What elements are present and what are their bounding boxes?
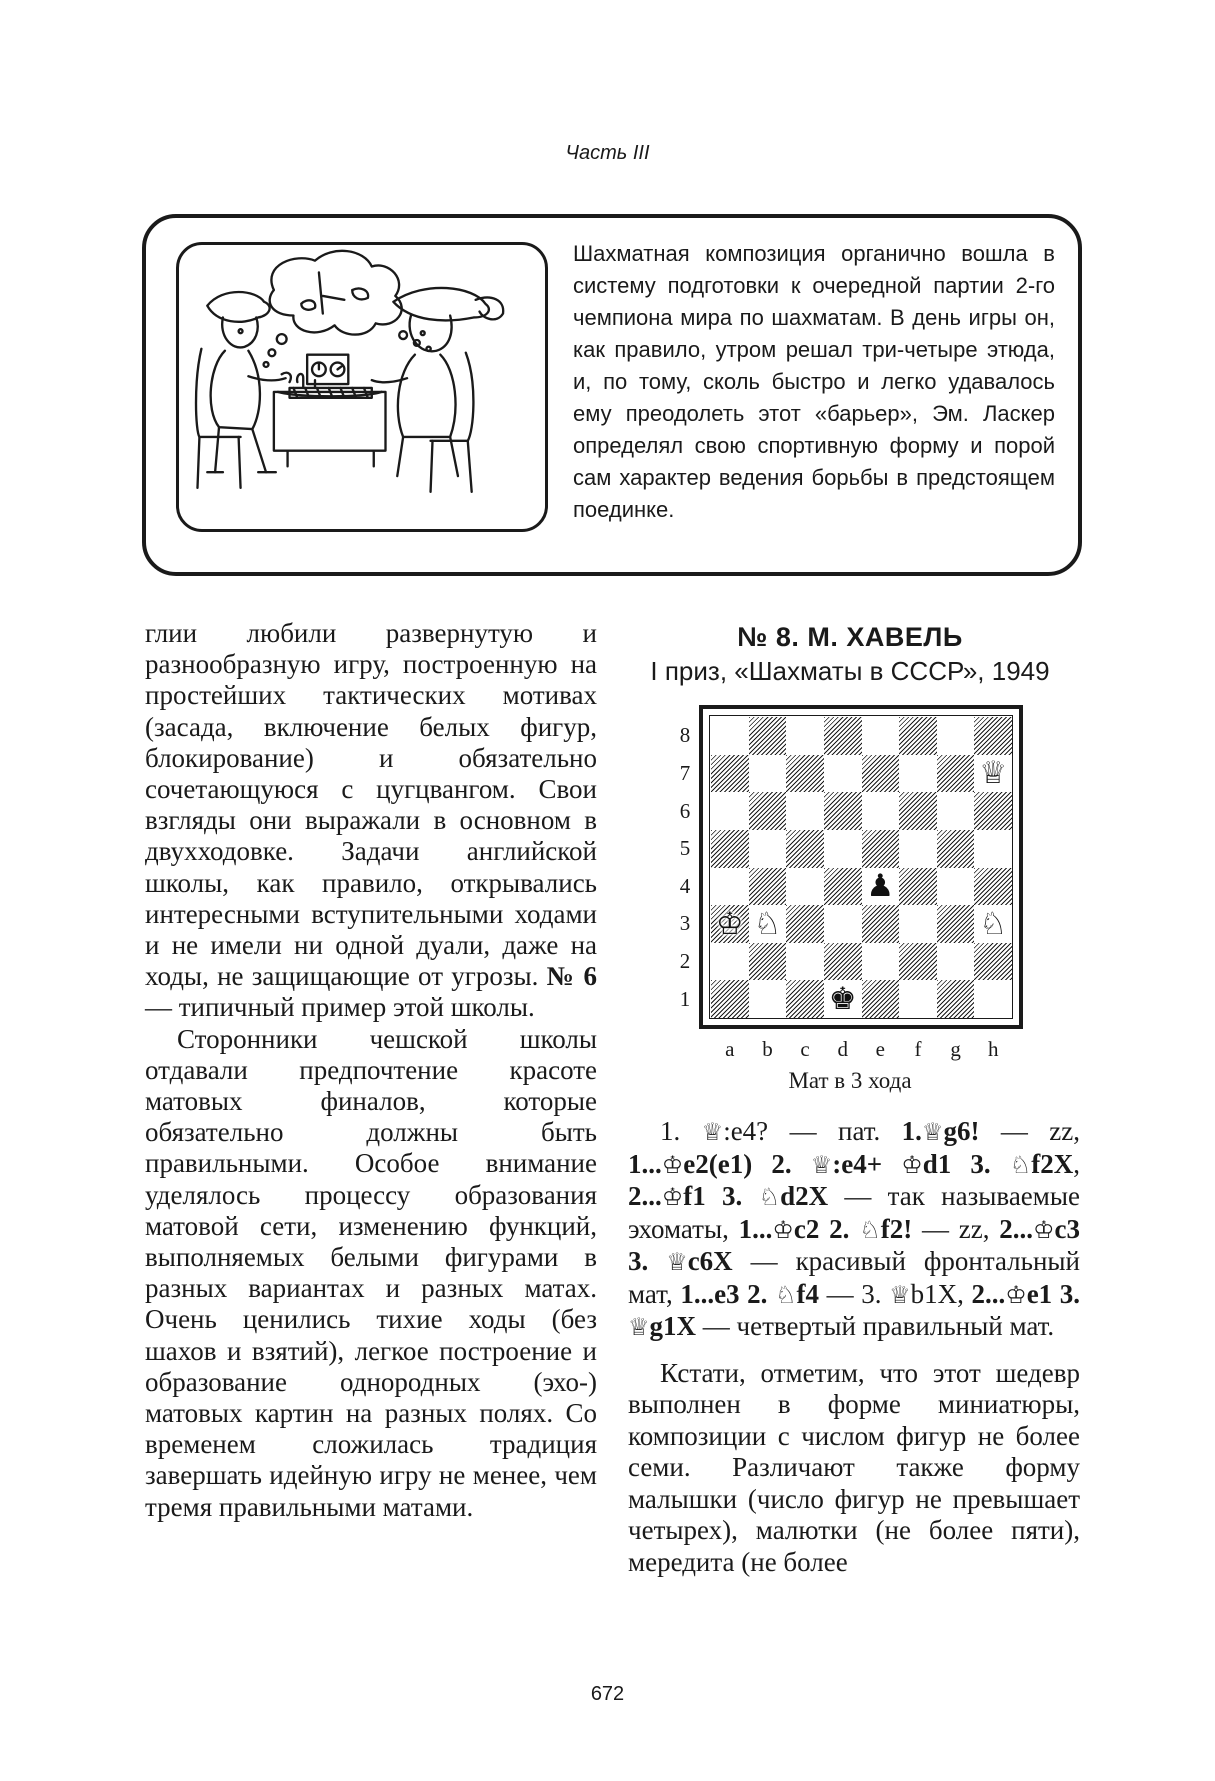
- square-e6: [862, 792, 900, 830]
- square-c3: [786, 905, 824, 943]
- solution-paragraph: [628, 1116, 1080, 1344]
- square-b5: [749, 830, 787, 868]
- solution-text-run: — красивый фронтальный мат,: [628, 1246, 1080, 1309]
- square-a6: [711, 792, 749, 830]
- square-b8: [749, 717, 787, 755]
- square-e2: [862, 943, 900, 981]
- square-h3: [974, 905, 1012, 943]
- square-f3: [899, 905, 937, 943]
- square-d3: [824, 905, 862, 943]
- square-c1: [786, 980, 824, 1018]
- white-knight-icon: ♘: [979, 905, 1008, 942]
- square-f7: [899, 755, 937, 793]
- square-f6: [899, 792, 937, 830]
- square-d4: [824, 868, 862, 906]
- square-d2: [824, 943, 862, 981]
- running-head: Часть III: [565, 142, 650, 164]
- square-c4: [786, 868, 824, 906]
- paragraph: Сторонники чешской школы отдавали предпочтение красоте матовых финалов, которые обязательно должны быть правильными. Особое внимание уделялось процессу образования матовой сети, изменению функций, выполняемых белыми фигурами в разных вариантах и разных матах. Очень ценились тихие ходы (без шахов и взятий), легкое построение и образование однородных (эхо-) матовых картин на разных полях. Со временем сложилась традиция завершать идейную игру не менее, чем тремя правильными матами.: [145, 1023, 597, 1522]
- square-g4: [937, 868, 975, 906]
- file-label: g: [950, 1037, 961, 1061]
- solution-paragraph: Кстати, отметим, что этот шедевр выполнен в форме миниатюры, композиции с числом фигур не более семи. Различают также форму малышки (число фигур не превышает четырех), малютки (не более пяти), мередита (не более: [628, 1357, 1080, 1577]
- square-h6: [974, 792, 1012, 830]
- queen-icon: ♕: [889, 1280, 911, 1309]
- square-c6: [786, 792, 824, 830]
- solution-text-run: b1X,: [910, 1278, 972, 1309]
- square-b3: [749, 905, 787, 943]
- queen-icon: ♕: [810, 1150, 833, 1179]
- move: c3 3.: [628, 1213, 1081, 1276]
- solution-text-run: ,: [1073, 1148, 1080, 1179]
- move: g1X: [649, 1311, 697, 1341]
- stipulation: Мат в 3 хода: [788, 1068, 912, 1093]
- square-a3: [711, 905, 749, 943]
- black-pawn-icon: ♟: [866, 868, 895, 905]
- move: d1 3.: [922, 1148, 1010, 1179]
- left-column-text: [145, 618, 597, 1523]
- rank-label: 3: [679, 911, 691, 936]
- square-b7: [749, 755, 787, 793]
- king-icon: ♔: [772, 1215, 794, 1244]
- square-b6: [749, 792, 787, 830]
- square-a1: [711, 980, 749, 1018]
- file-label: a: [725, 1037, 735, 1061]
- square-d1: [824, 980, 862, 1018]
- square-g8: [937, 717, 975, 755]
- info-box-text: Шахматная композиция органично вошла в систему подготовки к очередной партии 2-го чемпиона мира по шахматам. В день игры он, как правило, утром решал три-четыре этюда, и, по тому, сколь быстро и легко удавалось ему преодолеть этот «барьер», Эм. Ласкер определял свою спортивную форму и порой сам характер ведения борьбы в предстоящем поединке.: [573, 241, 1055, 522]
- paragraph-text: глии любили развернутую и разнообразную игру, построенную на простейших тактических мотивах (засада, включение белых фигур, блокирование) и обязательно сочетающуюся с цугцвангом. Свои взгляды они выражали в основном в двухходовке. Задачи английской школы, как правило, открывались интересными вступительными ходами и не имели ни одной дуали, даже на ходы, не защищающие от угрозы.: [145, 618, 597, 992]
- black-king-icon: ♚: [828, 981, 857, 1018]
- square-h2: [974, 943, 1012, 981]
- square-e3: [862, 905, 900, 943]
- move: g6!: [943, 1116, 980, 1146]
- move: :e4+: [832, 1148, 902, 1179]
- rank-label: 8: [679, 723, 691, 748]
- paragraph-text: — типичный пример этой школы.: [145, 992, 535, 1023]
- square-e4: [862, 868, 900, 906]
- rank-label: 6: [679, 798, 691, 823]
- square-h8: [974, 717, 1012, 755]
- chess-players-illustration: [176, 242, 548, 532]
- square-d5: [824, 830, 862, 868]
- file-label: d: [837, 1037, 848, 1061]
- knight-icon: ♘: [758, 1183, 781, 1211]
- square-a5: [711, 830, 749, 868]
- square-d7: [824, 755, 862, 793]
- problem-source: I приз, «Шахматы в СССР», 1949: [650, 656, 1050, 686]
- white-knight-icon: ♘: [753, 905, 782, 942]
- square-b4: [749, 868, 787, 906]
- move: f2!: [880, 1213, 913, 1244]
- square-a7: [711, 755, 749, 793]
- knight-icon: ♘: [1009, 1150, 1032, 1179]
- problem-reference: № 6: [546, 961, 597, 992]
- solution-text-run: :e4? — пат.: [723, 1116, 902, 1146]
- square-d8: [824, 717, 862, 755]
- solution-text: [628, 1116, 1080, 1578]
- chessboard-inner-border: [709, 715, 1013, 1019]
- square-a2: [711, 943, 749, 981]
- queen-icon: ♕: [628, 1313, 650, 1341]
- illustration-drawing: [179, 245, 545, 529]
- solution-text-run: — 3.: [819, 1278, 890, 1309]
- rank-label: 4: [679, 873, 691, 898]
- square-g7: [937, 755, 975, 793]
- move: 2...: [628, 1181, 662, 1211]
- rank-label: 2: [679, 949, 691, 974]
- move: f2X: [1031, 1148, 1074, 1179]
- square-a4: [711, 868, 749, 906]
- rank-label: 7: [679, 760, 691, 785]
- square-f5: [899, 830, 937, 868]
- king-icon: ♔: [901, 1150, 923, 1179]
- file-label: b: [762, 1037, 773, 1061]
- square-h1: [974, 980, 1012, 1018]
- square-f1: [899, 980, 937, 1018]
- move: 2...: [999, 1213, 1034, 1244]
- square-e8: [862, 717, 900, 755]
- file-label: e: [875, 1037, 885, 1061]
- chess-diagram: [675, 705, 1025, 1073]
- square-a8: [711, 717, 749, 755]
- solution-text-run: — четвертый правильный мат.: [696, 1311, 1055, 1341]
- move: 1...: [628, 1148, 662, 1179]
- move: 1...: [738, 1213, 773, 1244]
- file-label: f: [914, 1037, 922, 1061]
- solution-text-run: 1.: [660, 1116, 702, 1146]
- queen-icon: ♕: [701, 1118, 724, 1146]
- square-e1: [862, 980, 900, 1018]
- move: e2(e1) 2.: [683, 1148, 811, 1179]
- chessboard: [711, 717, 1012, 1018]
- rank-label: 1: [679, 986, 691, 1011]
- square-f2: [899, 943, 937, 981]
- page-number: 672: [590, 1683, 625, 1705]
- move: c6X: [687, 1246, 733, 1276]
- move: e1 3.: [1026, 1278, 1081, 1309]
- move: 1...e3 2.: [680, 1278, 775, 1309]
- square-c7: [786, 755, 824, 793]
- paragraph: [145, 618, 597, 1024]
- square-c8: [786, 717, 824, 755]
- square-f4: [899, 868, 937, 906]
- square-g2: [937, 943, 975, 981]
- square-c2: [786, 943, 824, 981]
- square-g1: [937, 980, 975, 1018]
- knight-icon: ♘: [775, 1280, 797, 1309]
- move: 2...: [971, 1278, 1006, 1309]
- square-h7: [974, 755, 1012, 793]
- move: f4: [796, 1278, 820, 1309]
- square-g5: [937, 830, 975, 868]
- knight-icon: ♘: [859, 1215, 881, 1244]
- move: c2 2.: [793, 1213, 860, 1244]
- king-icon: ♔: [1033, 1215, 1055, 1244]
- square-g6: [937, 792, 975, 830]
- square-c5: [786, 830, 824, 868]
- square-h4: [974, 868, 1012, 906]
- square-e7: [862, 755, 900, 793]
- file-label: c: [800, 1037, 810, 1061]
- square-d6: [824, 792, 862, 830]
- file-label: h: [987, 1037, 999, 1061]
- chessboard-frame: [699, 705, 1023, 1029]
- king-icon: ♔: [661, 1183, 684, 1211]
- square-h5: [974, 830, 1012, 868]
- rank-label: 5: [679, 836, 691, 861]
- queen-icon: ♕: [666, 1248, 688, 1276]
- square-g3: [937, 905, 975, 943]
- square-b2: [749, 943, 787, 981]
- move: 1.: [901, 1116, 922, 1146]
- move: d2X: [780, 1181, 829, 1211]
- move: f1 3.: [683, 1181, 759, 1211]
- square-e5: [862, 830, 900, 868]
- king-icon: ♔: [1005, 1280, 1027, 1309]
- king-icon: ♔: [661, 1150, 684, 1179]
- white-queen-icon: ♕: [979, 755, 1008, 792]
- square-b1: [749, 980, 787, 1018]
- solution-text-run: — zz,: [912, 1213, 1000, 1244]
- white-king-icon: ♔: [715, 905, 744, 942]
- queen-icon: ♕: [921, 1118, 944, 1146]
- solution-text-run: — zz,: [979, 1116, 1080, 1146]
- square-f8: [899, 717, 937, 755]
- problem-title: № 8. М. ХАВЕЛЬ: [737, 622, 963, 652]
- solution-text-run: — так называемые эхоматы,: [628, 1181, 1080, 1244]
